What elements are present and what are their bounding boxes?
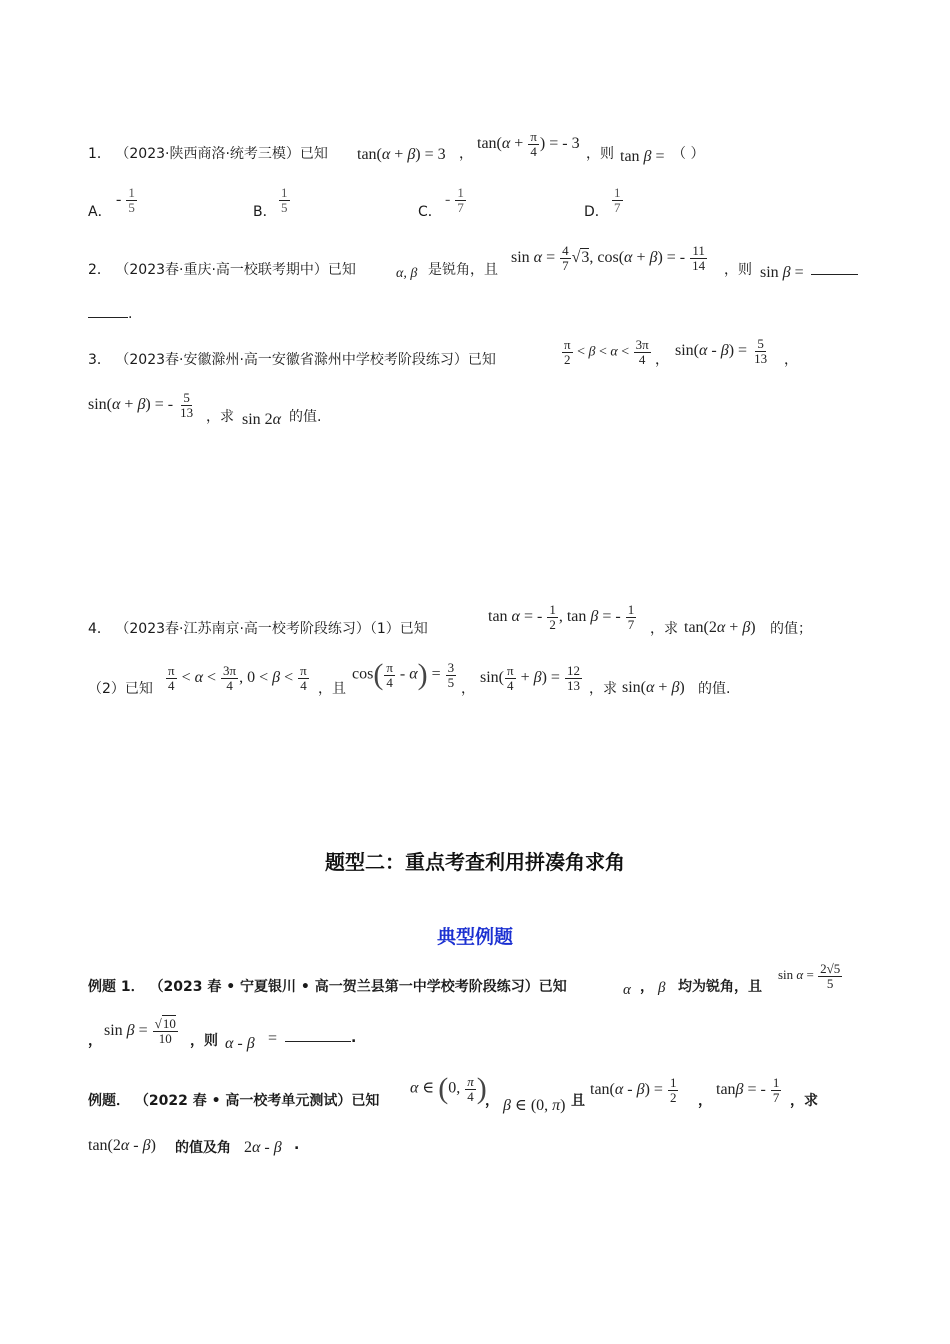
formula-sin-cos: sin α = $\frac{4}{7}$ √3, cos(α + β) = - $\frac{11}{14}$ [511, 243, 706, 273]
option-d[interactable] [584, 201, 609, 221]
formula-sin-alpha: sin α = $\frac{2√5}{5}$ [778, 961, 841, 991]
ex1-answer-blank[interactable]: . [285, 1030, 356, 1046]
section-subtitle: 典型例题 [436, 926, 513, 948]
q1-line [88, 143, 328, 163]
formula-2a-minus-b: 2α - β [244, 1139, 282, 1156]
option-b-label: B． [253, 204, 277, 220]
formula-range: $\frac{\pi}{2}$ < β < α < $\frac{3\pi}{4}$ [564, 337, 649, 367]
formula-alpha-minus-beta: α - β [225, 1035, 255, 1052]
formula-sin-beta: sin β = [760, 264, 804, 281]
comma: ， [459, 146, 473, 162]
formula-tanbeta: tanβ = - $\frac{1}{7}$ [716, 1075, 780, 1105]
question-number: 4． [88, 621, 111, 637]
q2-text2: ，则 [724, 262, 752, 278]
question-source: （2023春·江苏南京·高一校考阶段练习）（1）已知 [115, 621, 428, 637]
formula-alpha-beta: α, β [396, 266, 418, 281]
formula-sin-beta-2: sin β = $\frac{√10}{10}$ [104, 1016, 176, 1046]
comma: ， [485, 1093, 499, 1109]
comma: ， [88, 1033, 102, 1049]
formula-sin-a-b: sin(α + β) [622, 679, 685, 696]
formula-beta: β [658, 980, 666, 996]
period: . [294, 1137, 300, 1153]
q2-text1: 是锐角，且 [428, 262, 498, 278]
equals: = [268, 1030, 278, 1047]
formula-tan-sum: tan(α + β) = 3 [357, 146, 446, 163]
question-source: （2023·陕西商洛·统考三模）已知 [115, 146, 328, 162]
q4-text4: 的值. [698, 681, 731, 697]
option-c-label: C． [418, 204, 442, 220]
ex2-text2: 的值及角 [175, 1140, 231, 1156]
comma: ， [640, 979, 654, 995]
comma: ， [698, 1093, 712, 1109]
formula-range-2: $\frac{\pi}{4}$ < α < $\frac{3\pi}{4}$ , 0 < β < $\frac{\pi}{4}$ [168, 663, 307, 693]
answer-blank-continued[interactable]: . [88, 306, 132, 322]
ex1-text1: 均为锐角，且 [678, 979, 762, 995]
option-b[interactable] [253, 201, 277, 221]
q4-text1: ，求 [650, 621, 678, 637]
ex2-text1: 且 [571, 1093, 585, 1109]
option-d-value: $\frac{1}{7}$ [614, 185, 621, 215]
question-source: （2023春·安徽滁州·高一安徽省滁州中学校考阶段练习）已知 [115, 352, 496, 368]
formula-sin-diff: sin(α - β) = $\frac{5}{13}$ [675, 336, 768, 366]
and: ，且 [318, 681, 346, 697]
option-d-label: D． [584, 204, 609, 220]
then: ，则 [586, 146, 614, 162]
q3-line [88, 349, 496, 369]
comma: ， [655, 352, 669, 368]
example1-line [88, 976, 567, 996]
question-number: 3． [88, 352, 111, 368]
example2-line [88, 1090, 379, 1110]
option-c-value: - $\frac{1}{7}$ [445, 185, 464, 215]
answer-paren: （ ） [672, 146, 705, 162]
formula-sin-2alpha: sin 2α [242, 411, 282, 428]
formula-tan-2a-b: tan(2α + β) [684, 619, 756, 636]
answer-blank[interactable] [811, 274, 858, 275]
formula-sin-sum: sin(α + β) = - $\frac{5}{13}$ [88, 390, 194, 420]
formula-tan-values: tan α = - $\frac{1}{2}$ , tan β = - $\frac{1}{7}$ [488, 602, 635, 632]
question-number: 1． [88, 146, 111, 162]
example-label: 例题． [88, 1093, 130, 1109]
comma: ， [461, 681, 475, 697]
formula-sin-pi4: sin( $\frac{\pi}{4}$ + β) = $\frac{12}{13}$ [480, 663, 580, 693]
q4-text3: ，求 [589, 681, 617, 697]
q3-text1: ，求 [206, 409, 234, 425]
q2-line [88, 259, 356, 279]
example-source: （2022 春 • 高一校考单元测试）已知 [134, 1093, 380, 1109]
q4-part2: （2）已知 [88, 681, 153, 697]
ex2-text-ask: ，求 [790, 1093, 818, 1109]
formula-tan-2a-minus-b: tan(2α - β) [88, 1137, 156, 1154]
option-c[interactable] [418, 201, 442, 221]
ex1-text2: ，则 [190, 1033, 218, 1049]
section-title: 题型二：重点考查利用拼凑角求角 [325, 850, 625, 874]
formula-tan-alpha-pi4: tan(α + $\frac{\pi}{4}$ ) = - 3 [477, 129, 580, 159]
formula-cos-pi4: cos( $\frac{\pi}{4}$ - α) = $\frac{3}{5}$ [352, 658, 455, 691]
formula-alpha-interval: α ∈ (0, $\frac{\pi}{4}$ ) [410, 1072, 487, 1105]
question-source: （2023春·重庆·高一校联考期中）已知 [115, 262, 356, 278]
example-label: 例题 1． [88, 979, 145, 995]
example-source: （2023 春 • 宁夏银川 • 高一贺兰县第一中学校考阶段练习）已知 [149, 979, 567, 995]
option-a[interactable] [88, 201, 112, 221]
question-number: 2． [88, 262, 111, 278]
formula-tan-beta: tan β = [620, 148, 665, 165]
option-a-label: A． [88, 204, 112, 220]
comma: ， [784, 352, 798, 368]
formula-alpha: α [623, 982, 631, 998]
formula-tan-diff: tan(α - β) = $\frac{1}{2}$ [590, 1075, 677, 1105]
formula-beta-interval: β ∈ (0, π) [503, 1097, 566, 1114]
option-a-value: - $\frac{1}{5}$ [116, 185, 135, 215]
option-b-value: $\frac{1}{5}$ [281, 185, 288, 215]
q4-text2: 的值； [770, 621, 812, 637]
q4-line [88, 618, 428, 638]
q3-text2: 的值. [289, 409, 322, 425]
